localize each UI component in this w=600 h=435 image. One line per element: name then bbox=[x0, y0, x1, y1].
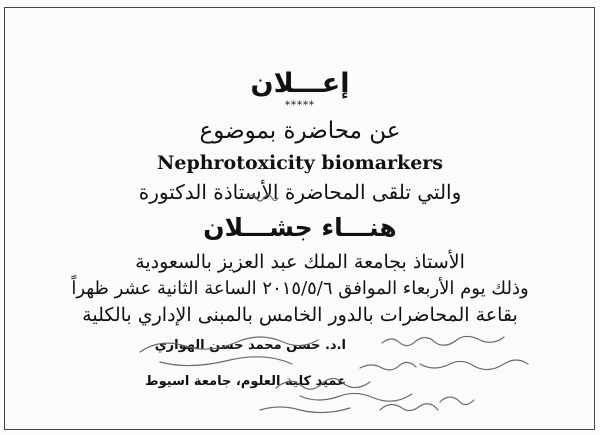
signature-stroke bbox=[160, 357, 292, 366]
handwriting-note bbox=[382, 336, 504, 345]
lecturer-name: هنـــاء جشـــلان bbox=[203, 213, 397, 242]
lecturer-line: والتي تلقى المحاضرة الأستاذة الدكتورة bbox=[138, 180, 462, 204]
signature-stroke bbox=[140, 337, 318, 352]
handwriting-note bbox=[276, 378, 370, 389]
handwriting-note bbox=[300, 393, 412, 401]
handwriting-note bbox=[260, 407, 350, 413]
signatory-title: عميد كلية العلوم، جامعة اسيوط bbox=[145, 374, 346, 389]
affiliation-line: الأستاذ بجامعة الملك عبد العزيز بالسعودية bbox=[135, 251, 465, 273]
handwriting-note bbox=[380, 404, 438, 411]
location-line: بقاعة المحاضرات بالدور الخامس بالمبنى الإداري بالكلية bbox=[82, 304, 518, 326]
topic-line: عن محاضرة بموضوع bbox=[199, 118, 401, 144]
handwriting-note bbox=[440, 397, 474, 405]
handwriting-note bbox=[420, 360, 528, 370]
datetime-line: وذلك يوم الأربعاء الموافق ٢٠١٥/٥/٦ الساعة الثانية عشر ظهراً bbox=[71, 278, 529, 299]
topic-english: Nephrotoxicity biomarkers bbox=[156, 152, 443, 174]
star-separator: ***** bbox=[285, 100, 315, 111]
signatory-name: ا.د. حسن محمد حسن الهواري bbox=[154, 338, 346, 353]
handwriting-note bbox=[360, 362, 416, 369]
scribble-mark bbox=[248, 195, 278, 201]
announcement-title: إعـــلان bbox=[250, 68, 350, 99]
